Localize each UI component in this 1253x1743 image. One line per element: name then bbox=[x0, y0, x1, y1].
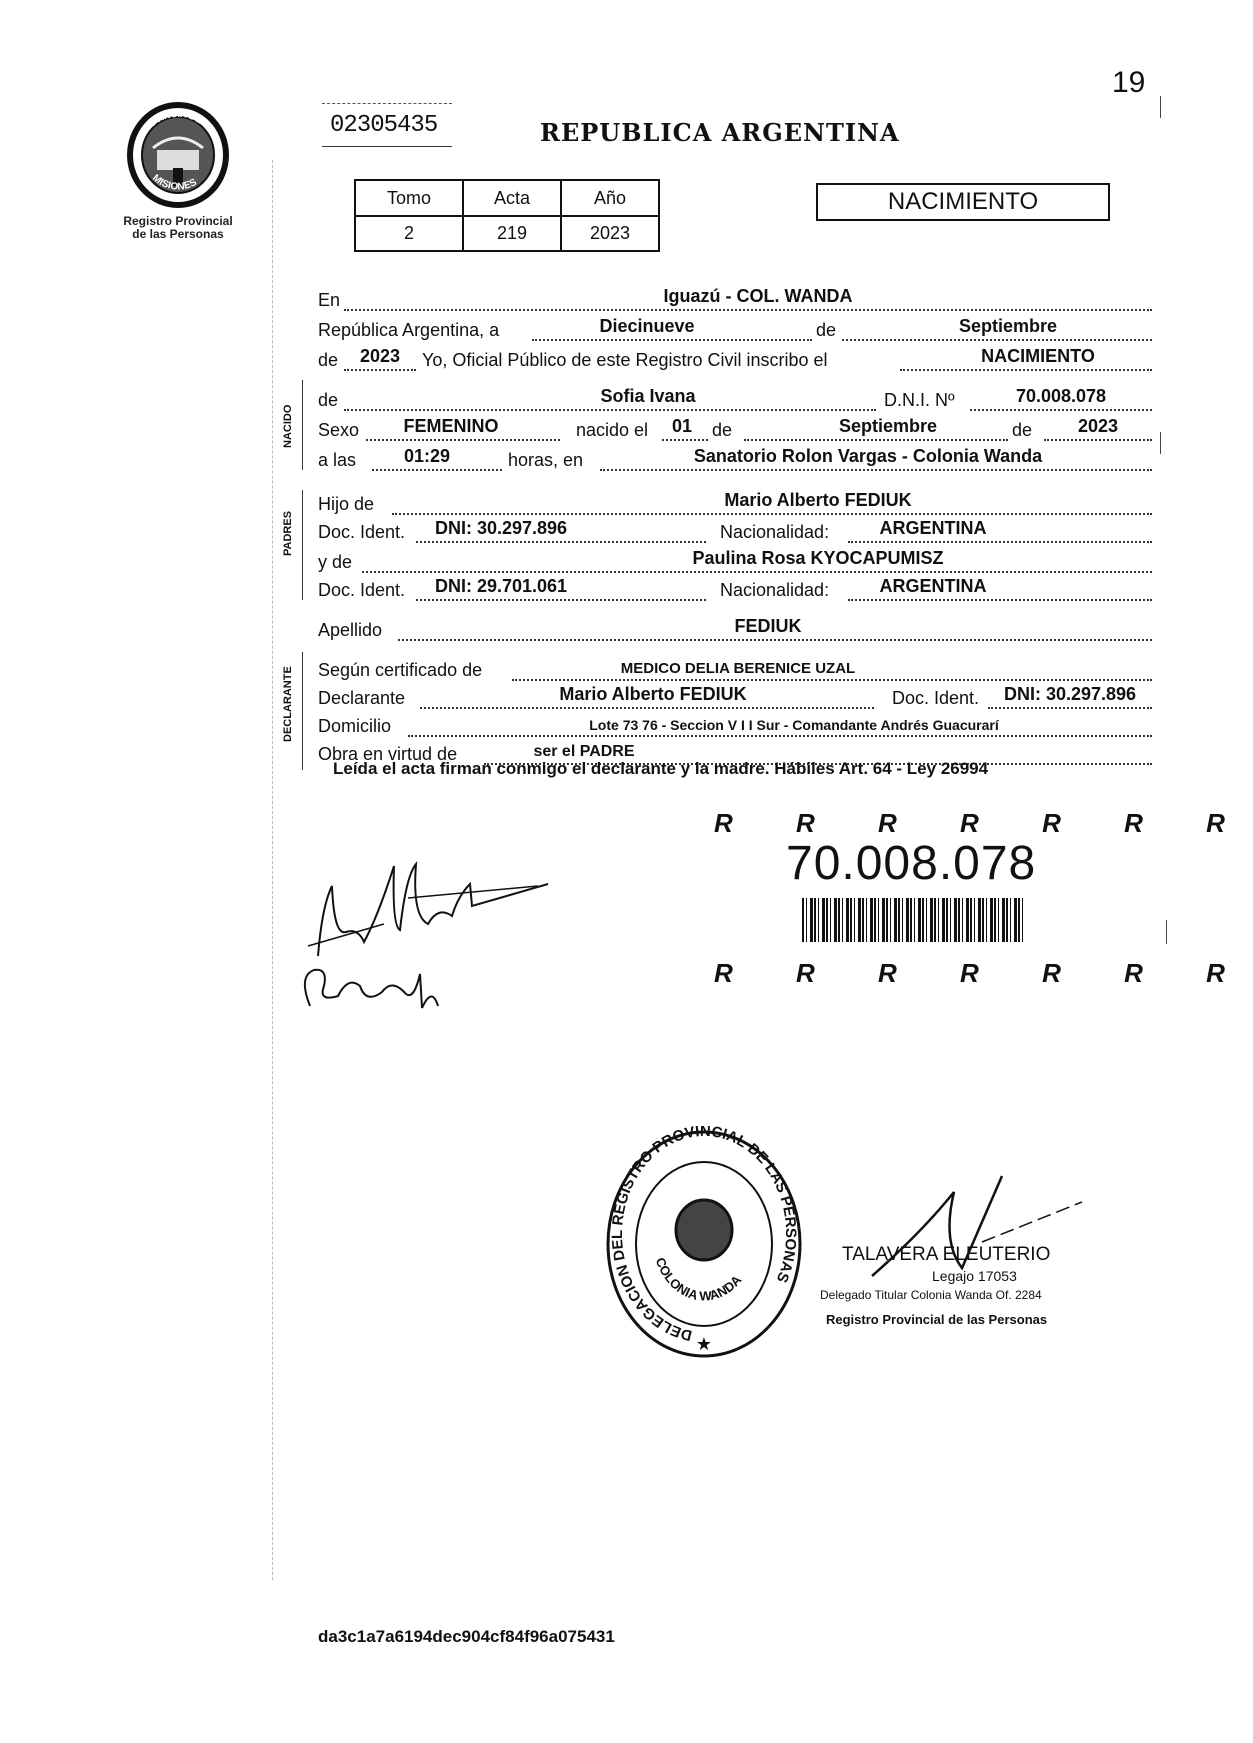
value-name: Sofia Ivana bbox=[600, 386, 696, 406]
serial-stamp-border bbox=[322, 103, 452, 104]
value-declarant: Mario Alberto FEDIUK bbox=[559, 684, 747, 704]
pattern-glyph: R bbox=[1042, 958, 1089, 988]
label-doc2: Doc. Ident. bbox=[318, 580, 406, 600]
line-sexo bbox=[318, 418, 1152, 444]
line-declarante bbox=[318, 686, 1152, 712]
dotted-line bbox=[398, 639, 1152, 641]
label-en: En bbox=[318, 290, 341, 310]
logo-caption-line1: Registro Provincial bbox=[123, 214, 233, 228]
dotted-line bbox=[532, 339, 812, 341]
value-dni: 70.008.078 bbox=[1015, 386, 1107, 406]
line-hora bbox=[318, 448, 1152, 474]
value-inscribe-type: NACIMIENTO bbox=[981, 346, 1095, 366]
dotted-line bbox=[842, 339, 1152, 341]
left-margin-marks bbox=[272, 160, 273, 1580]
right-margin-mark bbox=[1166, 920, 1167, 944]
ref-value-tomo: 2 bbox=[355, 216, 463, 251]
pattern-glyph: R bbox=[1124, 808, 1171, 838]
dotted-line bbox=[372, 469, 502, 471]
ref-value-acta: 219 bbox=[463, 216, 561, 251]
pattern-glyph: R bbox=[1206, 808, 1253, 838]
value-year: 2023 bbox=[359, 346, 401, 366]
dotted-line bbox=[900, 369, 1152, 371]
dotted-line bbox=[344, 369, 416, 371]
line-father-doc bbox=[318, 520, 1152, 546]
label-de4: de bbox=[712, 420, 733, 440]
value-birth-place: Sanatorio Rolon Vargas - Colonia Wanda bbox=[693, 446, 1043, 466]
dotted-line bbox=[662, 439, 708, 441]
label-segun: Según certificado de bbox=[318, 660, 483, 680]
label-obra: Obra en virtud de bbox=[318, 744, 458, 764]
value-father-doc: DNI: 30.297.896 bbox=[434, 518, 568, 538]
serial-number: 02305435 bbox=[330, 112, 438, 139]
label-hijo: Hijo de bbox=[318, 494, 375, 514]
side-label-padres: PADRES bbox=[282, 510, 294, 556]
authority-legajo: Legajo 17053 bbox=[932, 1268, 1017, 1284]
pattern-glyph: R bbox=[960, 958, 1007, 988]
side-label-declarante: DECLARANTE bbox=[282, 666, 294, 742]
registry-emblem-icon bbox=[123, 100, 233, 210]
dotted-line bbox=[848, 541, 1152, 543]
padres-bracket bbox=[302, 490, 303, 600]
label-doc3: Doc. Ident. bbox=[892, 688, 980, 708]
line-republica bbox=[318, 318, 1152, 344]
ref-value-anio: 2023 bbox=[561, 216, 659, 251]
authority-office: Registro Provincial de las Personas bbox=[826, 1312, 1048, 1327]
seal-center-text: COLONIA WANDA bbox=[652, 1255, 745, 1304]
dotted-line bbox=[1044, 439, 1152, 441]
label-alas: a las bbox=[318, 450, 357, 470]
value-certificate: MEDICO DELIA BERENICE UZAL bbox=[620, 660, 856, 677]
closing-text: Leída el acta firman conmigo el declarante y la madre. Hábiles Art. 64 - Ley 26994 bbox=[333, 759, 989, 778]
label-de: de bbox=[816, 320, 837, 340]
label-doc: Doc. Ident. bbox=[318, 522, 406, 542]
dotted-line bbox=[970, 409, 1152, 411]
value-declarant-doc: DNI: 30.297.896 bbox=[1003, 684, 1137, 704]
dotted-line bbox=[420, 707, 874, 709]
svg-text:★: ★ bbox=[695, 1334, 713, 1354]
value-mother-nationality: ARGENTINA bbox=[879, 576, 987, 596]
dotted-line bbox=[416, 599, 706, 601]
pattern-glyph: R bbox=[714, 808, 761, 838]
line-mother bbox=[318, 550, 1152, 576]
dotted-line bbox=[744, 439, 1008, 441]
value-father-name: Mario Alberto FEDIUK bbox=[724, 490, 912, 510]
label-domicilio: Domicilio bbox=[318, 716, 392, 736]
logo-text-top: PROVINCIA DE bbox=[137, 108, 204, 139]
reference-table-value-row bbox=[355, 216, 659, 251]
label-nacido: nacido el bbox=[576, 420, 649, 440]
value-mother-name: Paulina Rosa KYOCAPUMISZ bbox=[692, 548, 944, 568]
authority-role: Delegado Titular Colonia Wanda Of. 2284 bbox=[820, 1288, 1042, 1302]
pattern-glyph: R bbox=[878, 808, 925, 838]
label-dni: D.N.I. Nº bbox=[884, 390, 955, 410]
seal-ring-text: DELEGACION DEL REGISTRO PROVINCIAL DE LAS PERSONAS bbox=[609, 1126, 800, 1344]
dotted-line bbox=[988, 707, 1152, 709]
pattern-glyph: R bbox=[960, 808, 1007, 838]
document-title: REPUBLICA ARGENTINA bbox=[540, 118, 900, 147]
value-surname: FEDIUK bbox=[734, 616, 802, 636]
value-capacity: ser el PADRE bbox=[533, 743, 635, 760]
value-birth-time: 01:29 bbox=[403, 446, 451, 466]
label-yde: y de bbox=[318, 552, 353, 572]
ref-header-tomo: Tomo bbox=[355, 180, 463, 216]
dotted-line bbox=[362, 571, 1152, 573]
value-day-text: Diecinueve bbox=[599, 316, 695, 336]
dotted-line bbox=[366, 439, 560, 441]
pattern-glyph: R bbox=[1124, 958, 1171, 988]
page-number: 19 bbox=[1112, 66, 1146, 99]
authority-name: TALAVERA ELEUTERIO bbox=[842, 1244, 1051, 1265]
label-nacionalidad: Nacionalidad: bbox=[720, 522, 830, 542]
official-seal-icon bbox=[604, 1126, 804, 1364]
line-name bbox=[318, 388, 1152, 414]
dotted-line bbox=[848, 599, 1152, 601]
label-declarante: Declarante bbox=[318, 688, 406, 708]
ref-header-anio: Año bbox=[561, 180, 659, 216]
pattern-glyph: R bbox=[796, 958, 843, 988]
logo-text-bottom: MISIONES bbox=[150, 172, 199, 193]
pattern-glyph: R bbox=[714, 958, 761, 988]
dotted-line bbox=[512, 679, 1152, 681]
svg-text:COLONIA WANDA bbox=[653, 1255, 745, 1303]
dotted-line bbox=[408, 735, 1152, 737]
handwritten-signatures bbox=[288, 846, 588, 1016]
label-oficial: Yo, Oficial Público de este Registro Civil inscribo el bbox=[422, 350, 828, 370]
dotted-line bbox=[344, 309, 1152, 311]
value-birth-day: 01 bbox=[671, 416, 693, 436]
nacido-bracket bbox=[302, 380, 303, 470]
value-birth-month: Septiembre bbox=[838, 416, 938, 436]
label-de3: de bbox=[318, 390, 339, 410]
side-label-nacido: NACIDO bbox=[282, 404, 294, 448]
line-en bbox=[318, 288, 1152, 314]
label-apellido: Apellido bbox=[318, 620, 383, 640]
registry-logo bbox=[118, 100, 238, 241]
id-stamp-number: 70.008.078 bbox=[786, 837, 1037, 890]
right-margin-mark bbox=[1160, 96, 1161, 118]
label-de5: de bbox=[1012, 420, 1033, 440]
label-de2: de bbox=[318, 350, 339, 370]
pattern-glyph: R bbox=[1206, 958, 1253, 988]
ref-header-acta: Acta bbox=[463, 180, 561, 216]
dotted-line bbox=[600, 469, 1152, 471]
label-republica: República Argentina, a bbox=[318, 320, 500, 340]
reference-table-header-row bbox=[355, 180, 659, 216]
reference-table bbox=[354, 179, 660, 252]
line-domicilio bbox=[318, 714, 1152, 740]
document-hash: da3c1a7a6194dec904cf84f96a075431 bbox=[318, 1627, 615, 1646]
right-margin-mark bbox=[1160, 432, 1161, 454]
line-oficial bbox=[318, 348, 1152, 374]
line-hijo bbox=[318, 492, 1152, 518]
document-type-box: NACIMIENTO bbox=[816, 183, 1110, 221]
label-horas: horas, en bbox=[508, 450, 584, 470]
value-address: Lote 73 76 - Seccion V I I Sur - Comandante Andrés Guacurarí bbox=[589, 717, 999, 733]
value-mother-doc: DNI: 29.701.061 bbox=[434, 576, 568, 596]
dotted-line bbox=[344, 409, 876, 411]
line-apellido bbox=[318, 618, 1152, 644]
line-mother-doc bbox=[318, 578, 1152, 604]
value-month: Septiembre bbox=[958, 316, 1058, 336]
barcode bbox=[802, 898, 1024, 942]
value-place: Iguazú - COL. WANDA bbox=[663, 286, 853, 306]
label-nacionalidad2: Nacionalidad: bbox=[720, 580, 830, 600]
serial-underline bbox=[322, 146, 452, 147]
pattern-glyph: R bbox=[796, 808, 843, 838]
id-pattern-row-top bbox=[714, 808, 1253, 839]
pattern-glyph: R bbox=[1042, 808, 1089, 838]
line-segun bbox=[318, 658, 1152, 684]
label-sexo: Sexo bbox=[318, 420, 360, 440]
id-pattern-row-bottom bbox=[714, 958, 1253, 989]
value-sex: FEMENINO bbox=[403, 416, 499, 436]
declarante-bracket bbox=[302, 652, 303, 770]
logo-caption-line2: de las Personas bbox=[132, 227, 224, 241]
dotted-line bbox=[416, 541, 706, 543]
value-birth-year: 2023 bbox=[1077, 416, 1119, 436]
dotted-line bbox=[392, 513, 1152, 515]
pattern-glyph: R bbox=[878, 958, 925, 988]
value-father-nationality: ARGENTINA bbox=[879, 518, 987, 538]
